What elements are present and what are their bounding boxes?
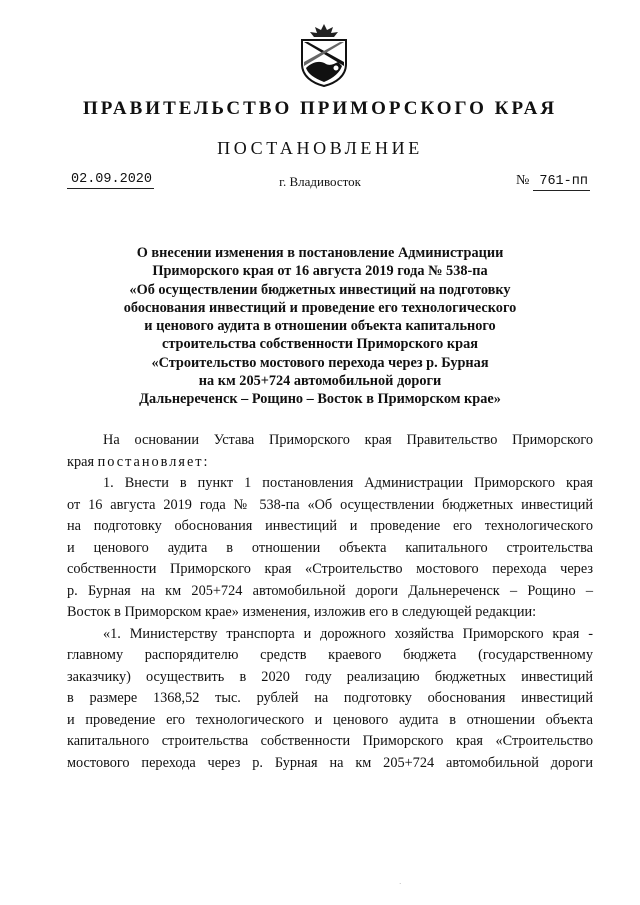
- number-sign: №: [516, 173, 530, 188]
- coat-of-arms-emblem: [296, 22, 352, 88]
- title-line: строительства собственности Приморского края: [162, 336, 478, 353]
- paragraph-item-1: [67, 473, 593, 624]
- document-number: [516, 172, 590, 189]
- number-value: 761-пп: [533, 174, 590, 191]
- title-line: на км 205+724 автомобильной дороги: [198, 373, 442, 390]
- text-line: р. Бурная на км 205+724 автомобильной дороги Дальнереченск – Рощино –: [67, 582, 593, 599]
- text-line: и ценового аудита в отношении объекта капитального строительства: [67, 539, 593, 556]
- text-line: «1. Министерству транспорта и дорожного хозяйства Приморского края -: [103, 625, 593, 642]
- text-line: заказчику) осуществить в 2020 году реализацию бюджетных инвестиций: [67, 668, 593, 685]
- text-line: на подготовку обоснования инвестиций и проведение его технологического: [67, 518, 593, 534]
- decision-keyword: постановляет:: [97, 453, 210, 470]
- text-line: На основании Устава Приморского края Правительство Приморского: [103, 432, 593, 448]
- scan-speck: ·: [399, 880, 402, 888]
- document-city: г. Владивосток: [279, 174, 361, 189]
- title-line: «Строительство мостового перехода через р. Бурная: [151, 354, 489, 371]
- title-line: Дальнереченск – Рощино – Восток в Приморском крае»: [139, 391, 501, 408]
- title-line: обоснования инвестиций и проведение его технологического: [123, 299, 517, 316]
- document-date: 02.09.2020: [67, 172, 154, 189]
- text-line: мостового перехода через р. Бурная на км 205+724 автомобильной дороги: [67, 754, 593, 771]
- text-fragment: края: [67, 453, 95, 470]
- title-line: «Об осуществлении бюджетных инвестиций на подготовку: [129, 281, 511, 298]
- document-title: [95, 244, 545, 409]
- government-name: ПРАВИТЕЛЬСТВО ПРИМОРСКОГО КРАЯ: [82, 98, 558, 119]
- text-line: капитального строительства собственности Приморского края «Строительство: [67, 733, 593, 749]
- document-body: [67, 430, 593, 774]
- title-line: О внесении изменения в постановление Администрации: [136, 245, 504, 261]
- text-line: в размере 1368,52 тыс. рублей на подготовку обоснования инвестиций: [67, 690, 593, 706]
- text-line: 1. Внести в пункт 1 постановления Администрации Приморского края: [103, 475, 593, 491]
- paragraph-new-wording: [67, 624, 593, 775]
- text-line: собственности Приморского края «Строительство мостового перехода через: [67, 561, 593, 577]
- text-line: [67, 452, 593, 474]
- text-line: и проведение его технологического и ценового аудита в отношении объекта: [67, 711, 593, 728]
- title-line: Приморского края от 16 августа 2019 года № 538-па: [152, 263, 488, 280]
- text-line: главному распорядителю средств краевого бюджета (государственному: [67, 647, 593, 663]
- text-line: от 16 августа 2019 года № 538-па «Об осуществлении бюджетных инвестиций: [67, 496, 593, 513]
- text-line: Восток в Приморском крае» изменения, изложив его в следующей редакции:: [67, 604, 537, 620]
- title-line: и ценового аудита в отношении объекта капитального: [144, 318, 496, 335]
- paragraph-preamble: [67, 430, 593, 473]
- document-type: ПОСТАНОВЛЕНИЕ: [217, 138, 423, 158]
